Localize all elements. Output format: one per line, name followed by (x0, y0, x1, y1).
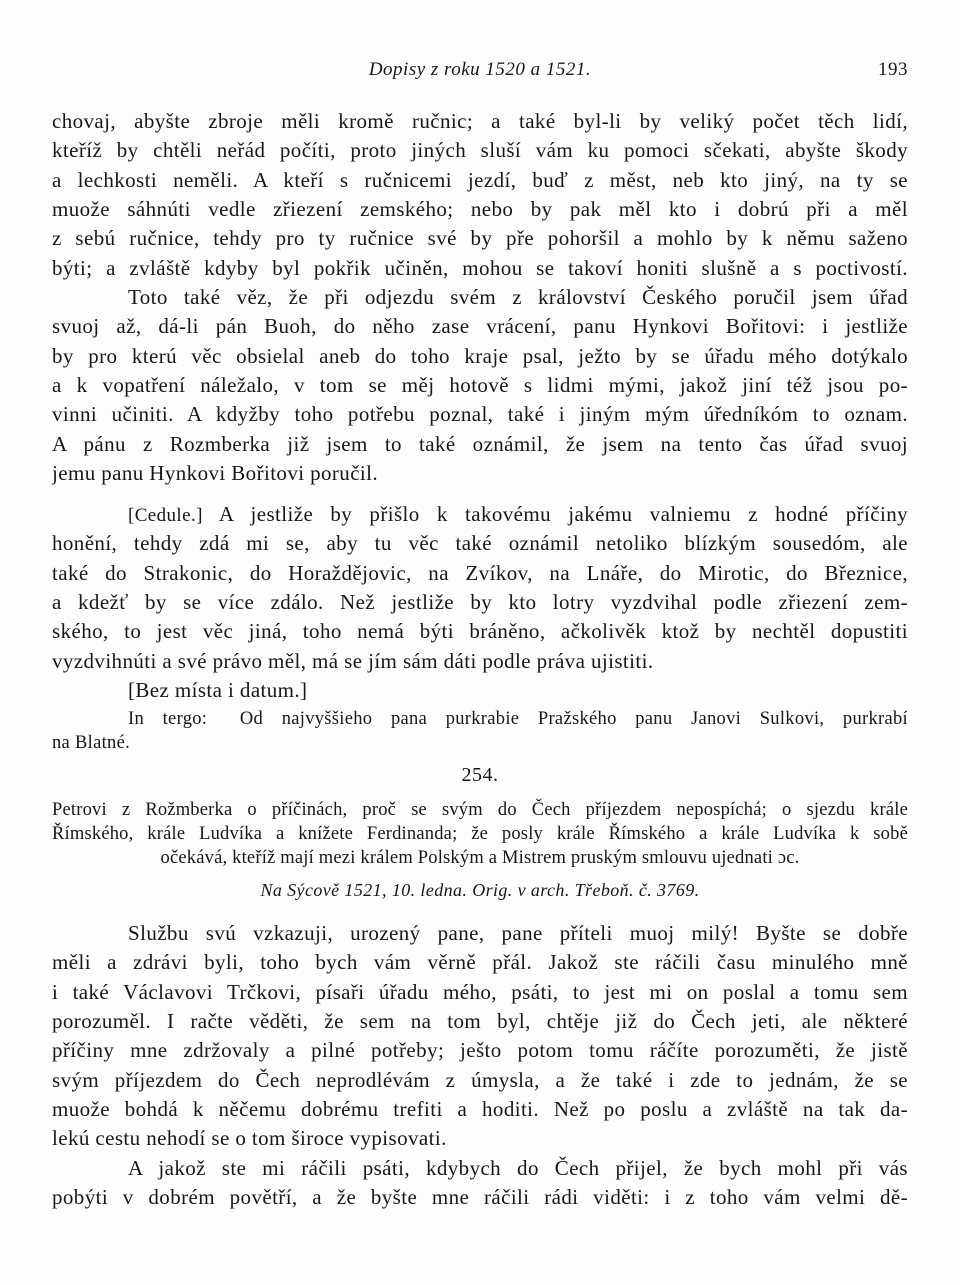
text-line: lekú cestu nehodí se o tom široce vypisovati. (52, 1126, 447, 1151)
text-line: i také Václavovi Trčkovi, písaři úřadu mého, psáti, to jest mi on poslal a tomu sem (52, 979, 908, 1004)
running-title: Dopisy z roku 1520 a 1521. (368, 59, 592, 80)
text-line: A pánu z Rozmberka již jsem to také oznámil, že jsem na tento čas úřad svuoj (52, 431, 908, 456)
paragraph (52, 1154, 908, 1213)
text-line (52, 500, 908, 529)
cedule-label: [Cedule.] (128, 505, 203, 526)
address-line (52, 707, 908, 731)
text-line: honění, tehdy zdá mi se, aby tu věc také oznámil netoliko blízkým sousedóm, ale (52, 531, 908, 556)
text-line: pobýti v dobrém povětří, a že byšte mne ráčili rádi viděti: i z toho vám velmi dě- (52, 1185, 908, 1210)
text-line: jemu panu Hynkovi Bořitovi poručil. (52, 461, 379, 486)
letter-253-continuation (52, 107, 908, 488)
address-label: In tergo: (128, 709, 208, 729)
summary-line: Římského, krále Ludvíka a knížete Ferdinanda; že posly krále Římského a krále Ludvíka k sobě (52, 824, 908, 844)
text-line: Toto také věz, že při odjezdu svém z království Českého poručil jsem úřad (128, 285, 908, 310)
text-line: muože sáhnúti vedle zřiezení zemského; nebo by pak měl kto i dobrú při a měl (52, 197, 908, 222)
letter-address (52, 707, 908, 755)
address-line: na Blatné. (52, 733, 131, 753)
page-number: 193 (878, 59, 908, 80)
letter-number: 254. (461, 764, 499, 786)
text-line: A jakož ste mi ráčili psáti, kdybych do Čech přijel, že bych mohl při vás (128, 1155, 908, 1180)
paragraph (52, 919, 908, 1154)
text-line: Službu svú vzkazuji, urozený pane, pane příteli muoj milý! Byšte se dobře (128, 921, 908, 945)
source-note: Na Sýcově 1521, 10. ledna. Orig. v arch. Třeboň. č. 3769. (260, 880, 700, 900)
address-text: Od najvyššieho pana purkrabie Pražského panu Janovi Sulkovi, purkrabí (239, 709, 908, 729)
page-header (52, 56, 908, 84)
text-line: svuoj až, dá-li pán Buoh, do něho zase vrácení, panu Hynkovi Bořitovi: i jestliže (52, 314, 908, 339)
text-line: a k vopatření náležalo, v tom se měj hotově s lidmi mými, jakož jiní též jsou po- (52, 373, 908, 398)
summary-line: Petrovi z Rožmberka o příčinách, proč se svým do Čech příjezdem nepospíchá; o sjezdu krále (52, 800, 908, 820)
text-line: chovaj, abyšte zbroje měli kromě ručnic; a také byl-li by veliký počet těch lidí, (52, 109, 908, 133)
paragraph (52, 500, 908, 676)
text-line: by pro kterú věc obsielal aneb do toho kraje psal, ježto by se úřadu mého dotýkalo (52, 343, 908, 368)
paragraph (52, 283, 908, 488)
letter-254-body (52, 919, 908, 1212)
text-line: také do Strakonic, do Horaždějovic, na Zvíkov, na Lnáře, do Mirotic, do Březnice, (52, 560, 908, 585)
text-line: z sebú ručnice, tehdy pro ty ručnice své by pře pohoršil a mohlo by k němu saženo (52, 226, 908, 251)
text-line: a lechkosti neměli. A kteří s ručnicemi jezdí, buď z měst, neb kto jiný, na ty se (52, 167, 908, 192)
letter-253-cedule (52, 500, 908, 705)
place-date-note: [Bez místa i datum.] (128, 678, 308, 703)
text-line: příčiny mne zdržovaly a pilné potřeby; ješto potom tomu ráčíte porozuměti, že jistě (52, 1038, 908, 1063)
text-line: svým příjezdem do Čech neprodlévám z úmysla, a že také i zde to jednám, že se (52, 1067, 908, 1092)
text-span: A jestliže by přišlo k takovému jakému valniemu z hodné příčiny (218, 502, 908, 526)
text-line: vyzdvihnúti a své právo měl, má se jím sám dáti podle práva ujistiti. (52, 648, 654, 673)
text-line: vinni učiniti. A kdyžby toho potřebu poznal, také i jiným mým úředníkóm to oznam. (52, 402, 908, 427)
text-line: kteříž by chtěli neřád počíti, proto jiných sluší vám ku pomoci sčekati, abyšte škody (52, 138, 908, 163)
text-line: porozuměl. I račte věděti, že sem na tom byl, chtěje již do Čech jeti, ale některé (52, 1009, 908, 1034)
text-line: měli a zdrávi byli, toho bych vám věrně přál. Jakož ste ráčili času minulého mně (52, 950, 908, 975)
text-line: a kdežť by se více zdálo. Než jestliže by kto lotry vyzdvihal podle zřiezení zem- (52, 590, 908, 615)
text-line: býti; a zvláště kdyby byl pokřik učiněn, mohou se takoví honiti slušně a s poctivostí. (52, 255, 908, 280)
text-line: muože bohdá k něčemu dobrému trefiti a hoditi. Než po poslu a zvláště na tak da- (52, 1097, 908, 1122)
text-line: ského, to jest věc jiná, toho nemá býti bráněno, ačkolivěk ktož by nechtěl dopustiti (52, 619, 908, 644)
paragraph (52, 107, 908, 283)
summary-line: očekává, kteříž mají mezi králem Polským a Mistrem pruským smlouvu ujednati ɔc. (160, 848, 800, 868)
letter-summary (52, 798, 908, 870)
